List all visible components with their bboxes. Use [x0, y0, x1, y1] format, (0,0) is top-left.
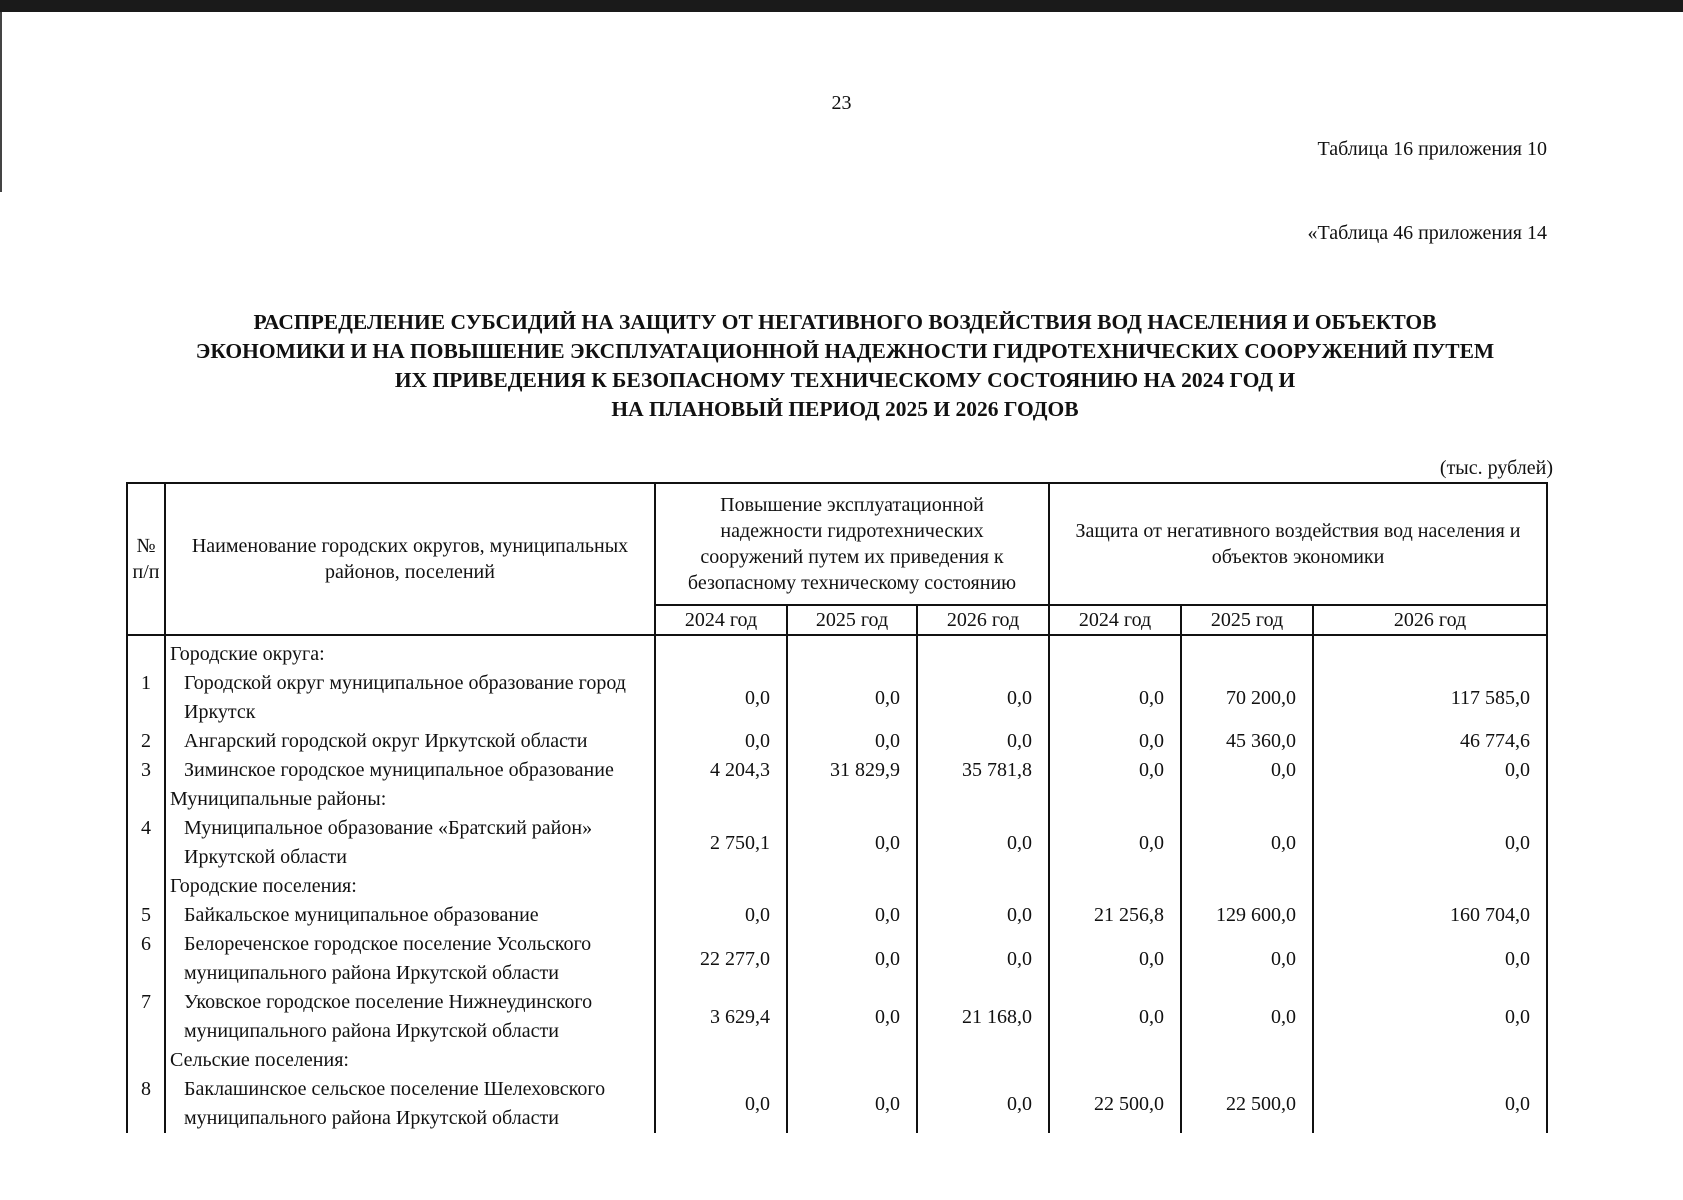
group-row — [127, 635, 1547, 669]
value-cell: 0,0 — [917, 1075, 1049, 1133]
municipality-name: Зиминское городское муниципальное образование — [165, 756, 655, 785]
header-group-protection: Защита от негативного воздействия вод населения и объектов экономики — [1049, 483, 1547, 605]
value-cell: 0,0 — [787, 727, 917, 756]
page-number: 23 — [831, 92, 852, 114]
header-year: 2024 год — [1049, 605, 1181, 635]
subsidy-table — [126, 482, 1548, 1133]
value-cell: 160 704,0 — [1313, 901, 1547, 930]
value-cell: 0,0 — [787, 930, 917, 988]
row-number: 7 — [127, 988, 165, 1046]
value-cell: 0,0 — [1049, 669, 1181, 727]
num-cell — [127, 785, 165, 814]
title-line: ИХ ПРИВЕДЕНИЯ К БЕЗОПАСНОМУ ТЕХНИЧЕСКОМУ СОСТОЯНИЮ НА 2024 ГОД И — [394, 368, 1296, 392]
municipality-name: Уковское городское поселение Нижнеудинского муниципального района Иркутской области — [165, 988, 655, 1046]
table-row — [127, 669, 1547, 727]
value-cell: 35 781,8 — [917, 756, 1049, 785]
value-cell: 0,0 — [1181, 814, 1313, 872]
value-cell: 0,0 — [1313, 930, 1547, 988]
table-row — [127, 756, 1547, 785]
table-row — [127, 814, 1547, 872]
value-cell: 0,0 — [917, 901, 1049, 930]
group-row — [127, 1046, 1547, 1075]
municipality-name: Муниципальное образование «Братский район» Иркутской области — [165, 814, 655, 872]
table-row — [127, 901, 1547, 930]
value-cell: 0,0 — [1181, 756, 1313, 785]
group-row — [127, 872, 1547, 901]
table-row — [127, 988, 1547, 1046]
municipality-name: Белореченское городское поселение Усольского муниципального района Иркутской области — [165, 930, 655, 988]
group-row — [127, 785, 1547, 814]
value-cell: 4 204,3 — [655, 756, 787, 785]
value-cell: 0,0 — [655, 669, 787, 727]
municipality-name: Ангарский городской округ Иркутской области — [165, 727, 655, 756]
value-cell: 0,0 — [787, 988, 917, 1046]
value-cell: 0,0 — [1049, 988, 1181, 1046]
header-year: 2026 год — [917, 605, 1049, 635]
num-cell — [127, 1046, 165, 1075]
num-cell — [127, 872, 165, 901]
row-number: 1 — [127, 669, 165, 727]
num-cell — [127, 635, 165, 669]
header-year: 2024 год — [655, 605, 787, 635]
value-cell: 0,0 — [1049, 814, 1181, 872]
table-body — [127, 635, 1547, 1133]
value-cell: 117 585,0 — [1313, 669, 1547, 727]
table-row — [127, 727, 1547, 756]
value-cell: 21 256,8 — [1049, 901, 1181, 930]
header-year: 2025 год — [787, 605, 917, 635]
value-cell: 21 168,0 — [917, 988, 1049, 1046]
value-cell: 0,0 — [787, 901, 917, 930]
value-cell: 0,0 — [655, 901, 787, 930]
table-reference: Таблица 16 приложения 10 — [1317, 138, 1547, 160]
value-cell: 0,0 — [787, 1075, 917, 1133]
row-number: 8 — [127, 1075, 165, 1133]
value-cell: 0,0 — [787, 669, 917, 727]
header-name: Наименование городских округов, муниципальных районов, поселений — [165, 483, 655, 635]
value-cell: 0,0 — [1313, 1075, 1547, 1133]
table-header — [127, 483, 1547, 635]
row-number: 4 — [127, 814, 165, 872]
value-cell: 0,0 — [787, 814, 917, 872]
value-cell: 0,0 — [917, 814, 1049, 872]
row-number: 6 — [127, 930, 165, 988]
scan-edge-top — [0, 0, 1683, 12]
title-line: НА ПЛАНОВЫЙ ПЕРИОД 2025 И 2026 ГОДОВ — [611, 397, 1079, 421]
value-cell: 0,0 — [917, 930, 1049, 988]
row-number: 3 — [127, 756, 165, 785]
value-cell: 22 500,0 — [1049, 1075, 1181, 1133]
value-cell: 0,0 — [1181, 930, 1313, 988]
row-number: 2 — [127, 727, 165, 756]
value-cell: 0,0 — [1313, 756, 1547, 785]
value-cell: 46 774,6 — [1313, 727, 1547, 756]
value-cell: 0,0 — [1049, 727, 1181, 756]
title-line: РАСПРЕДЕЛЕНИЕ СУБСИДИЙ НА ЗАЩИТУ ОТ НЕГАТИВНОГО ВОЗДЕЙСТВИЯ ВОД НАСЕЛЕНИЯ И ОБЪЕКТОВ — [253, 310, 1437, 334]
value-cell: 2 750,1 — [655, 814, 787, 872]
group-label: Городские поселения: — [165, 872, 655, 901]
value-cell: 0,0 — [1313, 814, 1547, 872]
row-number: 5 — [127, 901, 165, 930]
value-cell: 0,0 — [917, 669, 1049, 727]
municipality-name: Баклашинское сельское поселение Шелеховского муниципального района Иркутской области — [165, 1075, 655, 1133]
value-cell: 0,0 — [917, 727, 1049, 756]
header-num: № п/п — [127, 483, 165, 635]
table-row — [127, 930, 1547, 988]
table-row — [127, 1075, 1547, 1133]
value-cell: 0,0 — [1313, 988, 1547, 1046]
value-cell: 70 200,0 — [1181, 669, 1313, 727]
value-cell: 0,0 — [655, 1075, 787, 1133]
value-cell: 45 360,0 — [1181, 727, 1313, 756]
header-year: 2025 год — [1181, 605, 1313, 635]
value-cell: 129 600,0 — [1181, 901, 1313, 930]
value-cell: 3 629,4 — [655, 988, 787, 1046]
value-cell: 0,0 — [1049, 930, 1181, 988]
value-cell: 22 500,0 — [1181, 1075, 1313, 1133]
value-cell: 22 277,0 — [655, 930, 787, 988]
header-group-reliability: Повышение эксплуатационной надежности гидротехнических сооружений путем их приведения к безопасному техническому состоянию — [655, 483, 1049, 605]
amended-table-reference: «Таблица 46 приложения 14 — [1307, 222, 1547, 244]
document-title — [130, 308, 1560, 424]
municipality-name: Городской округ муниципальное образование город Иркутск — [165, 669, 655, 727]
title-line: ЭКОНОМИКИ И НА ПОВЫШЕНИЕ ЭКСПЛУАТАЦИОННОЙ НАДЕЖНОСТИ ГИДРОТЕХНИЧЕСКИХ СООРУЖЕНИЙ ПУТЕМ — [195, 339, 1495, 363]
value-cell: 0,0 — [1181, 988, 1313, 1046]
group-label: Городские округа: — [165, 635, 655, 669]
group-label: Муниципальные районы: — [165, 785, 655, 814]
value-cell: 31 829,9 — [787, 756, 917, 785]
value-cell: 0,0 — [655, 727, 787, 756]
municipality-name: Байкальское муниципальное образование — [165, 901, 655, 930]
header-year: 2026 год — [1313, 605, 1547, 635]
units-label: (тыс. рублей) — [1439, 457, 1553, 479]
value-cell: 0,0 — [1049, 756, 1181, 785]
group-label: Сельские поселения: — [165, 1046, 655, 1075]
